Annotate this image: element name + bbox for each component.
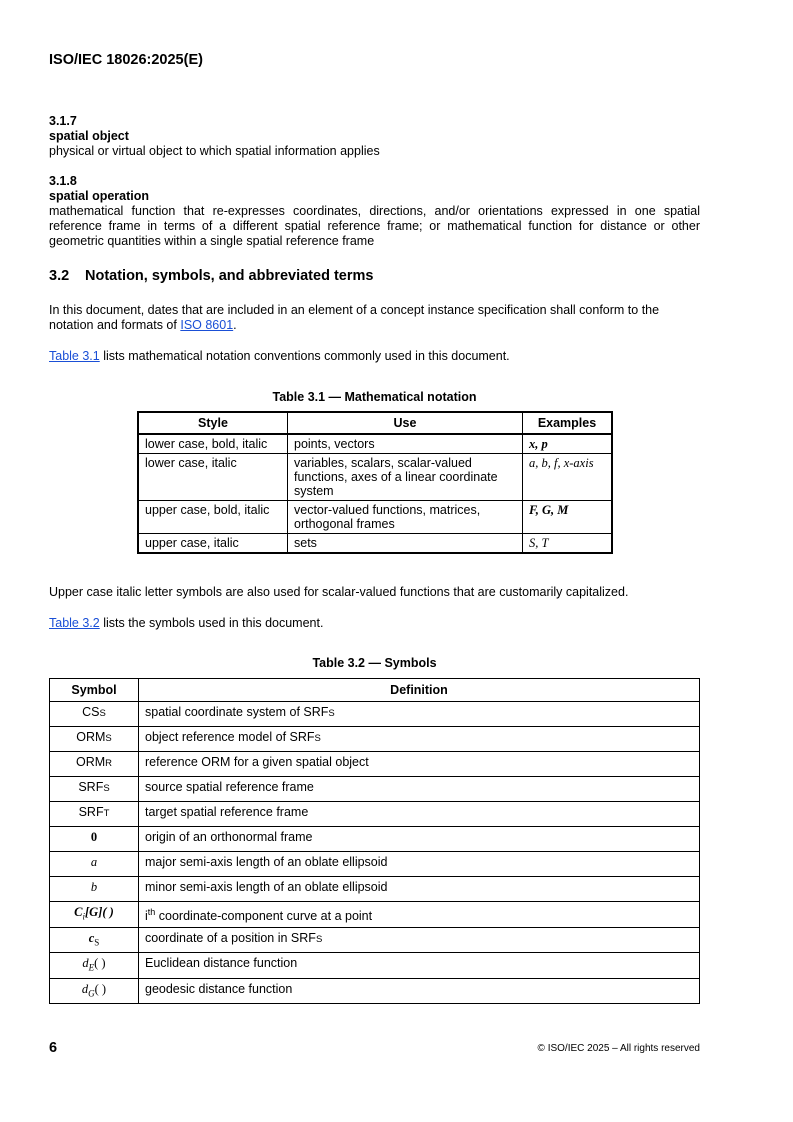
symbol-base: ORM <box>75 755 106 769</box>
paragraph-text: . <box>233 318 237 332</box>
examples-cell: x, p <box>523 434 613 454</box>
page-number: 6 <box>49 1040 58 1056</box>
table-row <box>50 927 700 953</box>
definition-cell <box>139 852 700 877</box>
document-id: ISO/IEC 18026:2025(E) <box>49 52 203 68</box>
symbol-cell <box>50 852 139 877</box>
definition-subscript: S <box>314 733 321 744</box>
table-row <box>50 752 700 777</box>
table-header-row <box>50 679 700 702</box>
style-cell: lower case, bold, italic <box>138 434 288 454</box>
paragraph-text: In this document, dates that are included in an element of a concept instance specification shall conform to the notation and formats of <box>49 303 660 332</box>
definition-cell <box>139 877 700 902</box>
definition-text: coordinate-component curve at a point <box>155 909 373 924</box>
symbol-base: SRF <box>78 805 104 819</box>
symbol-subscript: i <box>82 911 86 922</box>
symbol-base: 0 <box>90 830 98 844</box>
symbol-cell <box>50 802 139 827</box>
definition-text: object reference model of SRF <box>145 730 315 744</box>
symbol-cell <box>50 702 139 727</box>
symbol-subscript: S <box>103 783 110 794</box>
symbol-cell <box>50 978 139 1004</box>
notation-table <box>137 411 613 554</box>
term-name: spatial operation <box>49 189 150 203</box>
symbol-base: d <box>81 981 89 996</box>
symbol-cell <box>50 877 139 902</box>
symbol-suffix: ( ) <box>94 956 106 970</box>
definition-cell <box>139 702 700 727</box>
definition-text: geodesic distance function <box>145 981 293 996</box>
symbol-subscript: S <box>99 708 106 719</box>
column-header: Style <box>138 412 288 434</box>
use-cell: points, vectors <box>288 434 523 454</box>
table-row <box>50 902 700 928</box>
table-3-2-link[interactable]: Table 3.2 <box>49 616 100 630</box>
symbol-base: CS <box>82 705 100 719</box>
table-row <box>50 852 700 877</box>
use-cell: sets <box>288 534 523 554</box>
iso-8601-link[interactable]: ISO 8601 <box>180 318 234 332</box>
symbol-subscript: S <box>94 937 100 947</box>
table-3-1-caption: Table 3.1 — Mathematical notation <box>272 390 477 404</box>
table-row <box>50 953 700 979</box>
definition-subscript: S <box>328 708 335 719</box>
symbol-base: SRF <box>78 780 104 794</box>
symbol-base: c <box>88 930 95 945</box>
symbol-base: a <box>90 855 98 869</box>
definition-cell <box>139 927 700 953</box>
term-entry <box>49 114 700 159</box>
symbol-suffix: [G]( ) <box>85 905 114 919</box>
symbol-base: b <box>90 880 98 894</box>
definition-cell <box>139 802 700 827</box>
table31-intro-paragraph <box>49 349 700 364</box>
definition-text: Euclidean distance function <box>145 956 298 970</box>
section-number: 3.2 <box>49 268 70 284</box>
definition-text: i <box>145 909 148 924</box>
paragraph-text: lists the symbols used in this document. <box>99 616 324 630</box>
table-header-row <box>138 412 612 434</box>
table-row <box>138 534 612 554</box>
column-header: Use <box>288 412 523 434</box>
definition-superscript: th <box>147 907 156 917</box>
term-entry <box>49 174 700 249</box>
examples-cell: a, b, f, x-axis <box>523 454 613 501</box>
definition-cell <box>139 752 700 777</box>
symbol-subscript: G <box>88 988 95 998</box>
table-3-1-link[interactable]: Table 3.1 <box>49 349 100 363</box>
style-cell: lower case, italic <box>138 454 288 501</box>
column-header: Symbol <box>50 679 139 702</box>
term-name: spatial object <box>49 129 129 143</box>
table-row <box>138 501 612 534</box>
definition-text: reference ORM for a given spatial object <box>145 755 369 769</box>
symbol-subscript: S <box>105 733 112 744</box>
table-row <box>50 702 700 727</box>
table-row <box>50 877 700 902</box>
definition-cell <box>139 827 700 852</box>
symbol-cell <box>50 777 139 802</box>
symbol-cell <box>50 827 139 852</box>
table-row <box>138 434 612 454</box>
definition-text: minor semi-axis length of an oblate ellipsoid <box>145 880 388 894</box>
definition-cell <box>139 727 700 752</box>
definition-subscript: S <box>315 933 323 945</box>
table-row <box>50 727 700 752</box>
symbol-subscript: R <box>105 758 113 769</box>
definition-text: source spatial reference frame <box>145 780 314 794</box>
term-definition: physical or virtual object to which spatial information applies <box>49 144 380 158</box>
examples-cell: S, T <box>523 534 613 554</box>
definition-text: target spatial reference frame <box>145 805 309 819</box>
table-row <box>50 978 700 1004</box>
column-header: Definition <box>139 679 700 702</box>
section-title: Notation, symbols, and abbreviated terms <box>85 268 374 284</box>
symbol-cell <box>50 902 139 928</box>
section-heading <box>49 268 373 284</box>
definition-cell <box>139 902 700 928</box>
symbols-table-body <box>50 702 700 1004</box>
term-definition: mathematical function that re-expresses coordinates, directions, and/or orientations expressed in one spatial reference frame in terms of a different spatial reference frame; or mathematical function for distance or other geometric quantities within a single spatial reference frame <box>49 204 700 248</box>
definition-cell <box>139 978 700 1004</box>
upper-case-paragraph: Upper case italic letter symbols are also used for scalar-valued functions that are customarily capitalized. <box>49 585 629 599</box>
use-cell: variables, scalars, scalar-valued functions, axes of a linear coordinate system <box>288 454 523 501</box>
symbol-base: C <box>74 905 83 919</box>
definition-text: origin of an orthonormal frame <box>145 830 313 844</box>
symbol-cell <box>50 953 139 979</box>
paragraph-text: lists mathematical notation conventions commonly used in this document. <box>99 349 510 363</box>
table-row <box>50 777 700 802</box>
copyright-notice: © ISO/IEC 2025 – All rights reserved <box>537 1043 700 1054</box>
dates-paragraph <box>49 303 700 333</box>
table-row <box>138 454 612 501</box>
table-3-2-caption: Table 3.2 — Symbols <box>312 656 437 670</box>
column-header: Examples <box>523 412 613 434</box>
table-row <box>50 827 700 852</box>
definition-text: coordinate of a position in SRF <box>145 930 316 945</box>
symbol-cell <box>50 727 139 752</box>
symbol-subscript: T <box>103 808 110 819</box>
symbol-base: ORM <box>76 730 106 744</box>
examples-cell: F, G, M <box>523 501 613 534</box>
definition-cell <box>139 953 700 979</box>
symbol-subscript: E <box>88 962 95 973</box>
table-row <box>50 802 700 827</box>
style-cell: upper case, italic <box>138 534 288 554</box>
symbol-cell <box>50 752 139 777</box>
term-number: 3.1.7 <box>49 114 77 128</box>
table32-intro-paragraph <box>49 616 700 631</box>
symbol-base: d <box>82 956 89 970</box>
style-cell: upper case, bold, italic <box>138 501 288 534</box>
term-number: 3.1.8 <box>49 174 77 188</box>
definition-text: spatial coordinate system of SRF <box>145 705 329 719</box>
use-cell: vector-valued functions, matrices, orthogonal frames <box>288 501 523 534</box>
definition-text: major semi-axis length of an oblate ellipsoid <box>145 855 388 869</box>
symbol-cell <box>50 927 139 953</box>
symbols-table <box>49 678 700 1004</box>
symbol-suffix: ( ) <box>94 981 107 996</box>
definition-cell <box>139 777 700 802</box>
